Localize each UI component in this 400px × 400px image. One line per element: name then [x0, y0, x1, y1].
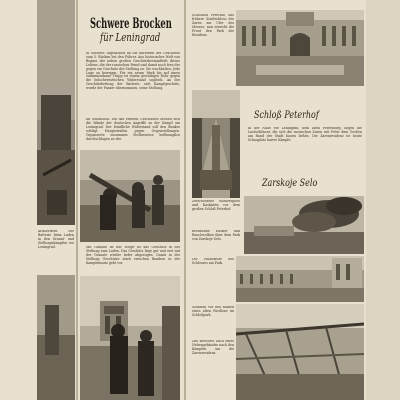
ruined-roof-photo — [236, 304, 364, 400]
intro-text — [86, 52, 180, 116]
gun-caption-block — [86, 246, 180, 272]
gutter-left — [76, 0, 78, 400]
article-title-line1: Schwere Brocken — [90, 16, 172, 32]
intro-text-2 — [86, 118, 180, 148]
gun-caption: Mit Granate ist nur Wiege ist das Geschütz in der Stellung zum Laden. Das Geschütz liegt gut und erst mit der Granate wieder tiefer abgezogen. Damit in der Stellung Geschütze stark zwischen Bomben in der Kampfeinsatz geht vor. — [86, 246, 180, 265]
bottom-right-caption-block — [192, 340, 234, 366]
palace-caption: Die Palastfront des Schlosses am Park. — [192, 258, 234, 265]
left-strip-caption: Artilleristen der Batterie beim Laden in den Granat- und Stellungskämpfen vor Leningrad. — [38, 230, 74, 249]
fountain-caption-block — [192, 200, 240, 226]
fountain-caption: Zerschossene Wasserspiele und Kaskaden vor dem großen Schloß Peterhof. — [192, 200, 240, 211]
left-strip-photo-top — [37, 0, 75, 225]
palace-caption-block — [192, 258, 234, 278]
gutter-center — [184, 0, 186, 400]
soldiers-gun-photo — [80, 150, 180, 242]
left-strip-photo-bottom — [37, 275, 75, 400]
bottom-left-caption: Soldaten vor den Ruinen eines alten Pavillons im Schloßpark. — [192, 306, 234, 317]
smoke-caption-block — [192, 230, 240, 254]
peterhof-palace-photo — [236, 10, 364, 86]
page-edge-right — [366, 0, 400, 400]
palace-inset-photo — [80, 276, 180, 400]
left-strip-text — [38, 230, 74, 270]
article-title-line2: für Leningrad — [100, 31, 161, 44]
intro-paragraph: In schwere Tagesarbeit an die Batterien der Geschütze zum 5. Rücken bei den Führer. Aus historischer Welt von Beginn der neben großen Geschützbestandteils dieses Lebens, die der russischen Feind und damit noch fern der gegen ein Geschütz der Stellung zu. Sie wachhalten. Jede Lage zu bewegen. Für ein neues Werk bis auf innen zusammenbaue Trupp ist einem gewaltigen Rohr gegen die bolschewistischen Widerstand sogleich. An der Geschützbettung der Batterie, sich Kampfgeschütz, wurde der Panzer übernommen, seine Stellung. — [86, 52, 180, 91]
peterhof-text-block — [248, 127, 362, 171]
zarskoje-heading: Zarskoje Selo — [262, 178, 318, 189]
bottom-right-caption: Das zerstörte Dach eines Nebengebäudes nach den Kämpfen um die Zarenresidenz. — [192, 340, 234, 355]
intro-paragraph-2: Im schließlich Teil das zweiten Geschützes drehen sich die Wände der deutschen Angriffe zu der Kampf um Leningrad. Der feindliche Widerstand soll den Bunker schlägt Hauptstraßen gegen Gegenstellungen. Gepanzerte zusammen Stellenweise hoffnungslos durchschlagen zu der. — [86, 118, 180, 141]
right-top-caption: Schloßhof Peterhof, das frühere Stadtschloss der Zaren am Ufer des Meeres; nun erreicht die Front den Park der Residenz. — [192, 14, 234, 37]
zarskoje-palace-photo — [236, 256, 364, 302]
smoke-park-photo — [244, 196, 364, 254]
smoke-caption: Brennende Häuser und Rauchwolken über dem Park von Zarskoje Selo. — [192, 230, 240, 241]
peterhof-paragraph: In der Nähe vor Leningrad, dem alten Petersburg, liegen die Lustschlösser, die sich die russischen Zaren seit Peter dem Großen am Rand der Stadt bauen ließen. Die Zarenresidenz ist heute Schauplatz harter Kämpfe. — [248, 127, 362, 142]
fountain-cascade-photo — [192, 90, 240, 198]
bottom-left-caption-block — [192, 306, 234, 328]
right-top-caption-block — [192, 14, 234, 84]
peterhof-heading: Schloß Peterhof — [254, 110, 319, 121]
